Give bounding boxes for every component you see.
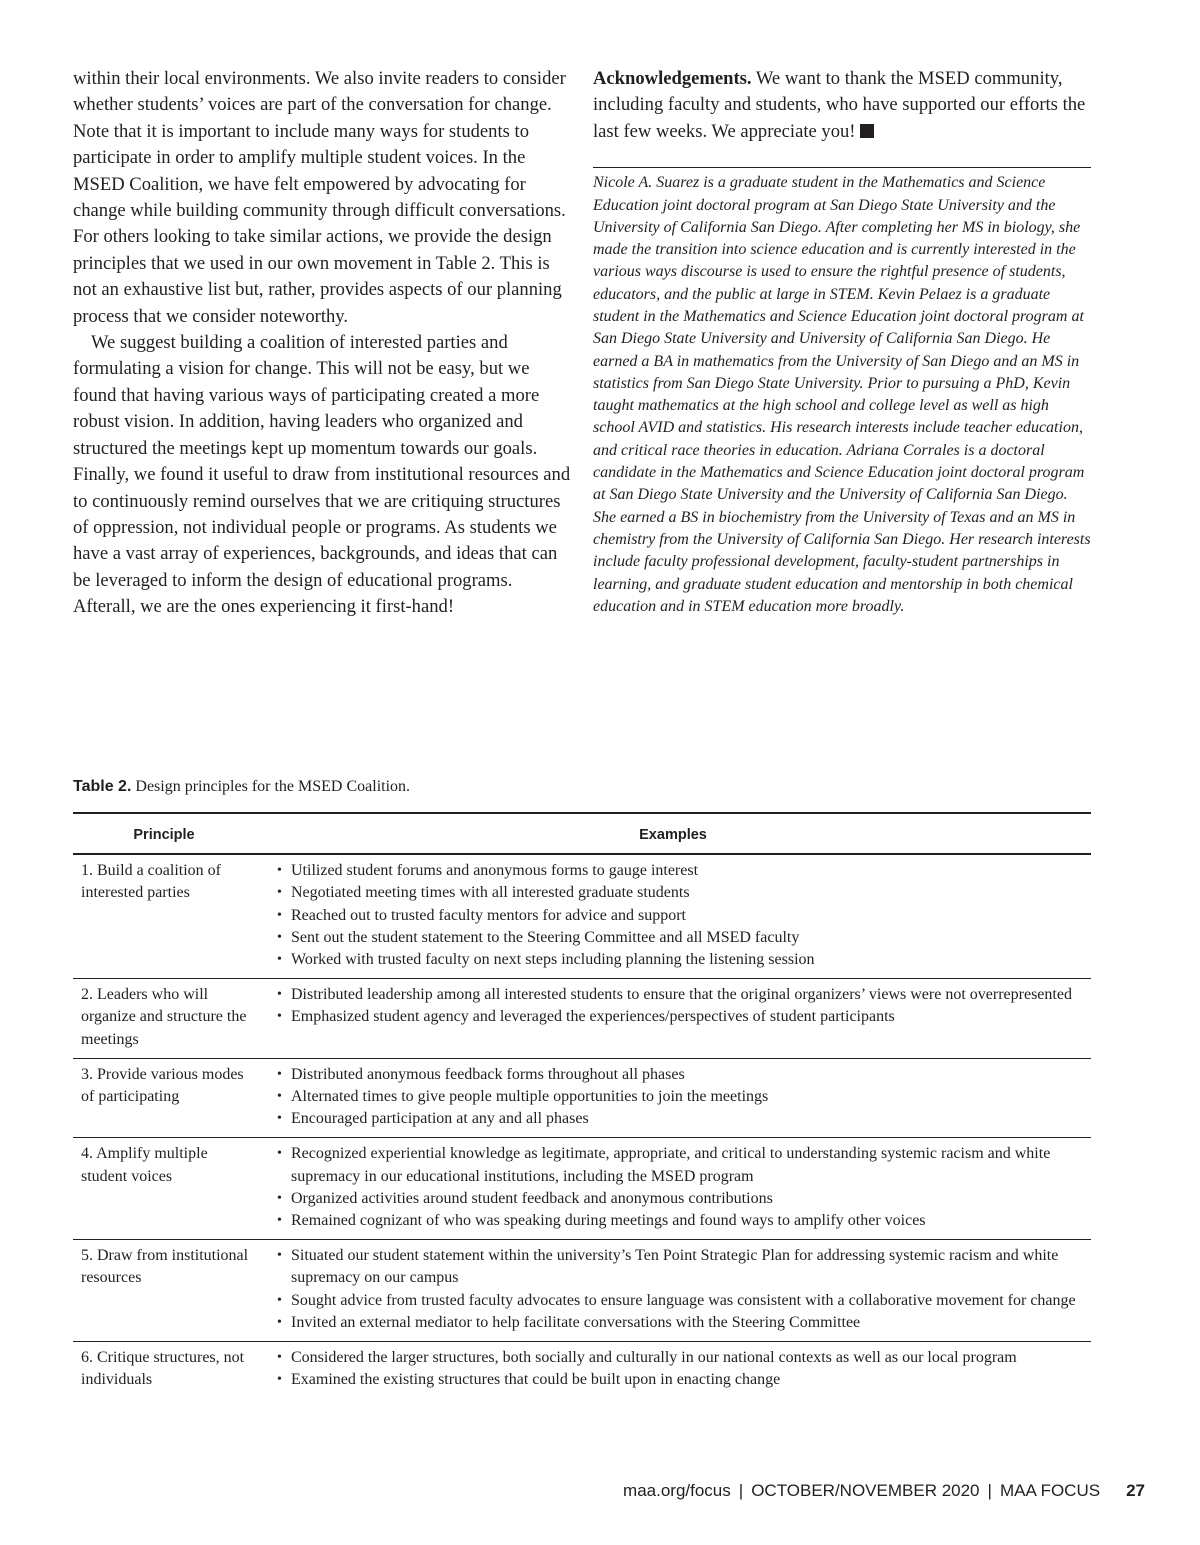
principle-cell: 3. Provide various modes of participating (81, 1065, 244, 1106)
example-item: • Recognized experiential knowledge as legitimate, appropriate, and critical to understanding systemic racism and white supremacy in our educational institutions, including the MSED program (277, 1143, 1087, 1187)
left-column (73, 66, 573, 621)
example-item: • Negotiated meeting times with all interested graduate students (277, 882, 1087, 904)
right-column (593, 66, 1091, 618)
example-item: • Reached out to trusted faculty mentors for advice and support (277, 905, 1087, 927)
footer-url: maa.org/focus (623, 1481, 731, 1500)
example-item: • Distributed anonymous feedback forms throughout all phases (277, 1064, 1087, 1086)
bio-divider (593, 167, 1091, 168)
principle-cell: 5. Draw from institutional resources (81, 1247, 249, 1287)
table-row (73, 1240, 1091, 1342)
examples-cell (255, 1342, 1091, 1399)
footer-issue: OCTOBER/NOVEMBER 2020 (751, 1481, 980, 1500)
examples-cell (255, 1138, 1091, 1240)
example-item: • Situated our student statement within the university’s Ten Point Strategic Plan for addressing systemic racism and white supremacy on our campus (277, 1245, 1087, 1289)
example-item: • Sought advice from trusted faculty advocates to ensure language was consistent with a collaborative movement for change (277, 1290, 1087, 1312)
example-item: • Examined the existing structures that could be built upon in enacting change (277, 1369, 1087, 1391)
example-item: • Worked with trusted faculty on next steps including planning the listening session (277, 949, 1087, 971)
table-row (73, 1342, 1091, 1399)
example-item: • Organized activities around student feedback and anonymous contributions (277, 1188, 1087, 1210)
acknowledgements-heading: Acknowledgements. (593, 68, 752, 89)
footer-separator: | (987, 1481, 992, 1500)
footer-separator: | (738, 1481, 744, 1500)
principle-cell: 2. Leaders who will organize and structure the meetings (81, 986, 247, 1048)
examples-cell (255, 854, 1091, 979)
table-row (73, 979, 1091, 1059)
acknowledgements (593, 66, 1091, 145)
table-row (73, 1058, 1091, 1138)
example-item: • Emphasized student agency and leveraged the experiences/perspectives of student participants (277, 1006, 1087, 1028)
footer-publication: MAA FOCUS (999, 1481, 1101, 1500)
principle-cell: 6. Critique structures, not individuals (81, 1349, 245, 1389)
page-footer (623, 1481, 1145, 1501)
example-item: • Considered the larger structures, both socially and culturally in our national contexts as well as our local program (277, 1347, 1087, 1369)
acknowledgements-text: We want to thank the MSED community, including faculty and students, who have supported our efforts the last few weeks. We appreciate you! (593, 68, 1086, 142)
example-item: • Sent out the student statement to the Steering Committee and all MSED faculty (277, 927, 1087, 949)
table-caption (73, 778, 410, 796)
author-bio: Nicole A. Suarez is a graduate student in the Mathematics and Science Education joint doctoral program at San Diego State University and the University of California San Diego. After completing her MS in biology, she made the transition into science education and is currently interested in the various ways discourse is used to ensure the rightful presence of students, educators, and the public at large in STEM. Kevin Pelaez is a graduate student in the Mathematics and Science Education joint doctoral program at San Diego State University and University of California San Diego. He earned a BA in mathematics from the University of San Diego and an MS in statistics from San Diego State University. Prior to pursuing a PhD, Kevin taught mathematics at the high school and college level as well as high school AVID and statistics. His research interests include teacher education, and critical race theories in education. Adriana Corrales is a doctoral candidate in the Mathematics and Science Education joint doctoral program at San Diego State University and the University of California San Diego. She earned a BS in biochemistry from the University of Texas and an MS in chemistry from the University of California San Diego. Her research interests include faculty professional development, faculty-student partnerships in learning, and graduate student education and mentorship in both chemical education and in STEM education more broadly. (593, 174, 1091, 615)
design-principles-table (73, 812, 1091, 1398)
column-header-principle: Principle (73, 813, 255, 854)
example-item: • Invited an external mediator to help facilitate conversations with the Steering Committee (277, 1312, 1087, 1334)
column-header-examples: Examples (255, 813, 1091, 854)
examples-cell (255, 979, 1091, 1059)
principle-cell: 4. Amplify multiple student voices (81, 1145, 208, 1185)
example-item: • Utilized student forums and anonymous forms to gauge interest (277, 860, 1087, 882)
examples-cell (255, 1058, 1091, 1138)
example-item: • Remained cognizant of who was speaking during meetings and found ways to amplify other voices (277, 1210, 1087, 1232)
table-header-row (73, 813, 1091, 854)
table-row (73, 854, 1091, 979)
table-caption-text: Design principles for the MSED Coalition. (131, 778, 411, 795)
example-item: • Encouraged participation at any and all phases (277, 1108, 1087, 1130)
principle-cell: 1. Build a coalition of interested parties (81, 862, 221, 902)
example-item: • Distributed leadership among all interested students to ensure that the original organizers’ views were not overrepresented (277, 984, 1087, 1006)
examples-cell (255, 1240, 1091, 1342)
end-mark-icon (860, 124, 874, 138)
body-paragraph: within their local environments. We also invite readers to consider whether students’ voices are part of the conversation for change. Note that it is important to include many ways for students to participate in order to amplify multiple student voices. In the MSED Coalition, we have felt empowered by advocating for change while building community through difficult conversations. For others looking to take similar actions, we provide the design principles that we used in our own movement in Table 2. This is not an exhaustive list but, rather, provides aspects of our planning process that we consider noteworthy. (73, 68, 566, 327)
page-number: 27 (1126, 1481, 1145, 1500)
body-paragraph: We suggest building a coalition of interested parties and formulating a vision for change. This will not be easy, but we found that having various ways of participating created a more robust vision. In addition, having leaders who organized and structured the meetings kept up momentum towards our goals. Finally, we found it useful to draw from institutional resources and to continuously remind ourselves that we are critiquing structures of oppression, not individual people or programs. As students we have a vast array of experiences, backgrounds, and ideas that can be leveraged to inform the design of educational programs. Afterall, we are the ones experiencing it first-hand! (73, 332, 571, 618)
example-item: • Alternated times to give people multiple opportunities to join the meetings (277, 1086, 1087, 1108)
table-row (73, 1138, 1091, 1240)
table-caption-label: Table 2. (73, 778, 132, 795)
